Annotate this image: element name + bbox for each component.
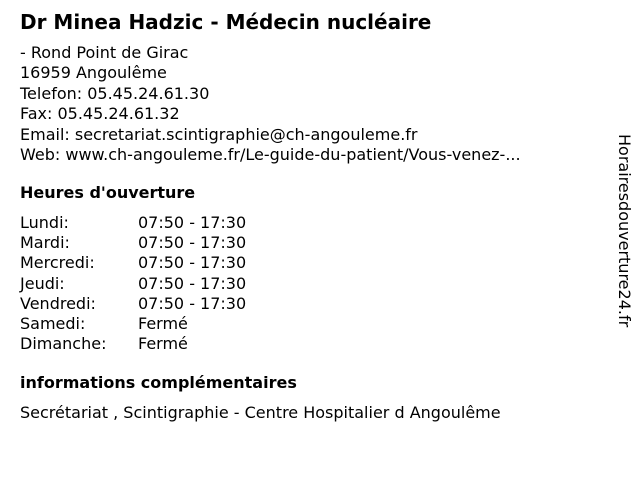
time-value: 07:50 - 17:30 [138, 293, 247, 313]
time-value: 07:50 - 17:30 [138, 233, 247, 253]
hours-row-mardi [20, 233, 246, 253]
page-title: Dr Minea Hadzic - Médecin nucléaire [20, 10, 432, 34]
time-value: 07:50 - 17:30 [138, 253, 247, 273]
website-url: Web: www.ch-angouleme.fr/Le-guide-du-patient/Vous-venez-... [20, 145, 521, 165]
fax-number: Fax: 05.45.24.61.32 [20, 104, 180, 124]
day-label: Dimanche: [20, 334, 107, 354]
contact-block [20, 43, 521, 165]
additional-info-heading: informations complémentaires [20, 373, 297, 392]
day-label: Jeudi: [20, 273, 65, 293]
time-value: Fermé [138, 334, 188, 354]
time-value: 07:50 - 17:30 [138, 213, 247, 232]
hours-row-dimanche [20, 334, 246, 354]
email-address: Email: secretariat.scintigraphie@ch-angouleme.fr [20, 124, 418, 144]
time-value: Fermé [138, 314, 188, 334]
hours-row-lundi [20, 213, 246, 233]
hours-row-samedi [20, 314, 246, 334]
day-label: Lundi: [20, 213, 69, 232]
hours-row-mercredi [20, 253, 246, 273]
additional-info-text: Secrétariat , Scintigraphie - Centre Hospitalier d Angoulême [20, 403, 501, 422]
day-label: Vendredi: [20, 293, 96, 313]
city-address: 16959 Angoulême [20, 63, 167, 83]
site-brand-watermark: Horairesdouverture24.fr [615, 134, 634, 328]
opening-hours-heading: Heures d'ouverture [20, 183, 196, 202]
hours-row-vendredi [20, 294, 246, 314]
hours-row-jeudi [20, 274, 246, 294]
phone-number: Telefon: 05.45.24.61.30 [20, 83, 210, 103]
time-value: 07:50 - 17:30 [138, 273, 247, 293]
street-address: - Rond Point de Girac [20, 43, 189, 62]
day-label: Mardi: [20, 233, 70, 253]
opening-hours-table [20, 213, 246, 354]
day-label: Mercredi: [20, 253, 95, 273]
day-label: Samedi: [20, 314, 86, 334]
